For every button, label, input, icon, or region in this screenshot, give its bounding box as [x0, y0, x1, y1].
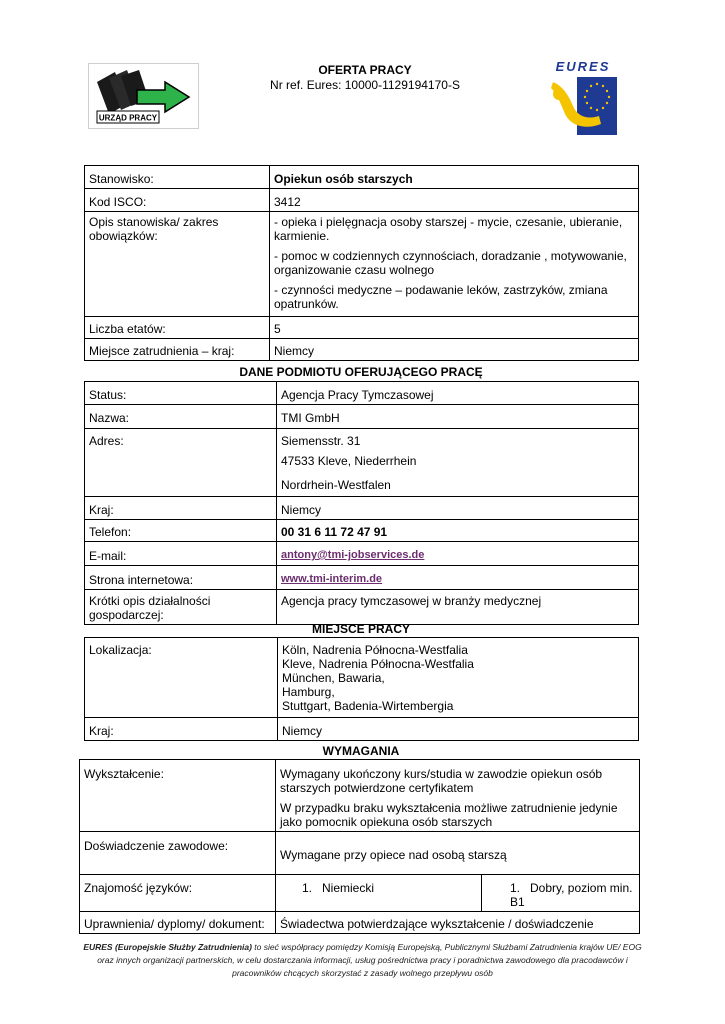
table-row — [85, 405, 639, 429]
location-item: Köln, Nadrenia Północna-Westfalia — [282, 643, 468, 657]
country-value: Niemcy — [270, 339, 639, 361]
logo-label: URZĄD PRACY — [98, 113, 158, 123]
experience-value: Wymagane przy opiece nad osobą starszą — [276, 832, 640, 875]
footer-text: oraz innych organizacji partnerskich, w celu dostarczania informacji, usług pośrednictwa pracy i poradnictwa zawodowego dla pracodawców i — [97, 955, 628, 965]
workplace-table — [84, 637, 639, 741]
location-item: Stuttgart, Badenia-Wirtembergia — [282, 699, 454, 713]
documents-label: Uprawnienia/ dyplomy/ dokument: — [80, 912, 276, 934]
level-value: Dobry, poziom min. B1 — [510, 881, 633, 909]
website-label: Strona internetowa: — [85, 566, 277, 590]
location-item: München, Bawaria, — [282, 671, 385, 685]
business-desc-value: Agencja pracy tymczasowej w branży medycznej — [277, 590, 639, 625]
position-value: Opiekun osób starszych — [270, 166, 639, 189]
education-label: Wykształcenie: — [80, 760, 276, 832]
level-number: 1. — [510, 881, 521, 895]
table-row — [85, 189, 639, 212]
eures-logo-text: EURES — [555, 59, 611, 74]
workplace-country-label: Kraj: — [85, 718, 278, 741]
workplace-country-value: Niemcy — [278, 718, 639, 741]
workplace-section-title: MIEJSCE PRACY — [311, 622, 411, 636]
table-row — [85, 382, 639, 405]
address-line: Siemensstr. 31 — [281, 434, 361, 448]
table-row — [85, 566, 639, 590]
duties-value — [270, 212, 639, 317]
table-row — [85, 212, 639, 317]
job-table — [84, 165, 639, 361]
phone-label: Telefon: — [85, 520, 277, 542]
business-desc-label: Krótki opis działalności gospodarczej: — [85, 590, 277, 625]
table-row — [85, 429, 639, 497]
eures-logo-graphic — [543, 58, 623, 140]
table-row — [85, 718, 639, 741]
address-line: 47533 Kleve, Niederrhein — [281, 454, 417, 468]
phone-value: 00 31 6 11 72 47 91 — [277, 520, 639, 542]
requirements-table — [79, 759, 640, 934]
email-label: E-mail: — [85, 542, 277, 566]
employer-country-value: Niemcy — [277, 497, 639, 520]
location-list — [278, 638, 639, 718]
duty-item: - opieka i pielęgnacja osoby starszej - mycie, czesanie, ubieranie, karmienie. — [274, 215, 623, 243]
address-line: Nordrhein-Westfalen — [281, 478, 391, 492]
status-label: Status: — [85, 382, 277, 405]
documents-value: Świadectwa potwierdzające wykształcenie / doświadczenie — [276, 912, 640, 934]
language-cell — [276, 875, 482, 912]
name-label: Nazwa: — [85, 405, 277, 429]
table-row — [85, 497, 639, 520]
positions-count-label: Liczba etatów: — [85, 317, 270, 339]
address-value — [277, 429, 639, 497]
positions-count-value: 5 — [270, 317, 639, 339]
duty-item: - pomoc w codziennych czynnościach, doradzanie , motywowanie, organizowanie czasu wolnego — [274, 249, 627, 277]
table-row — [80, 912, 640, 934]
urzad-pracy-logo — [88, 63, 199, 129]
table-row — [85, 317, 639, 339]
reference-number: Nr ref. Eures: 10000-1129194170-S — [270, 78, 460, 92]
country-label: Miejsce zatrudnienia – kraj: — [85, 339, 270, 361]
location-item: Kleve, Nadrenia Północna-Westfalia — [282, 657, 474, 671]
urzad-pracy-logo-graphic — [89, 64, 198, 128]
education-item: Wymagany ukończony kurs/studia w zawodzie opiekun osób starszych potwierdzone certyfikatem — [280, 767, 603, 795]
email-cell — [277, 542, 639, 566]
email-link[interactable]: antony@tmi-jobservices.de — [281, 549, 425, 561]
table-row — [85, 166, 639, 189]
table-row — [85, 520, 639, 542]
level-cell — [482, 875, 640, 912]
address-label: Adres: — [85, 429, 277, 497]
location-label: Lokalizacja: — [85, 638, 278, 718]
language-value: Niemiecki — [322, 881, 375, 895]
footer-bold: EURES (Europejskie Służby Zatrudnienia) — [83, 942, 252, 952]
language-number: 1. — [302, 881, 313, 895]
footer-text: to sieć współpracy pomiędzy Komisją Europejską, Publicznymi Służbami Zatrudnienia krajów UE/ EOG — [251, 942, 642, 952]
table-row — [80, 760, 640, 832]
duties-label: Opis stanowiska/ zakres obowiązków: — [85, 212, 270, 317]
employer-section-title: DANE PODMIOTU OFERUJĄCEGO PRACĘ — [239, 365, 483, 379]
education-value — [276, 760, 640, 832]
name-value: TMI GmbH — [277, 405, 639, 429]
table-row — [85, 638, 639, 718]
status-value: Agencja Pracy Tymczasowej — [277, 382, 639, 405]
experience-label: Doświadczenie zawodowe: — [80, 832, 276, 875]
isco-value: 3412 — [270, 189, 639, 212]
website-cell — [277, 566, 639, 590]
table-row — [85, 339, 639, 361]
requirements-section-title: WYMAGANIA — [322, 744, 400, 758]
languages-label: Znajomość języków: — [80, 875, 276, 912]
location-item: Hamburg, — [282, 685, 335, 699]
employer-country-label: Kraj: — [85, 497, 277, 520]
employer-table — [84, 381, 639, 625]
eures-logo — [543, 58, 623, 140]
website-link[interactable]: www.tmi-interim.de — [281, 573, 383, 585]
isco-label: Kod ISCO: — [85, 189, 270, 212]
document-title: OFERTA PRACY — [318, 63, 412, 77]
footer-note — [70, 941, 655, 980]
duty-item: - czynności medyczne – podawanie leków, zastrzyków, zmiana opatrunków. — [274, 283, 608, 311]
table-row — [80, 875, 640, 912]
footer-text: pracowników chcących skorzystać z zasady wolnego przepływu osób — [232, 968, 493, 978]
education-item: W przypadku braku wykształcenia możliwe zatrudnienie jedynie jako pomocnik opiekuna osób starszych — [280, 801, 618, 829]
table-row — [80, 832, 640, 875]
position-label: Stanowisko: — [85, 166, 270, 189]
table-row — [85, 542, 639, 566]
table-row — [85, 590, 639, 625]
